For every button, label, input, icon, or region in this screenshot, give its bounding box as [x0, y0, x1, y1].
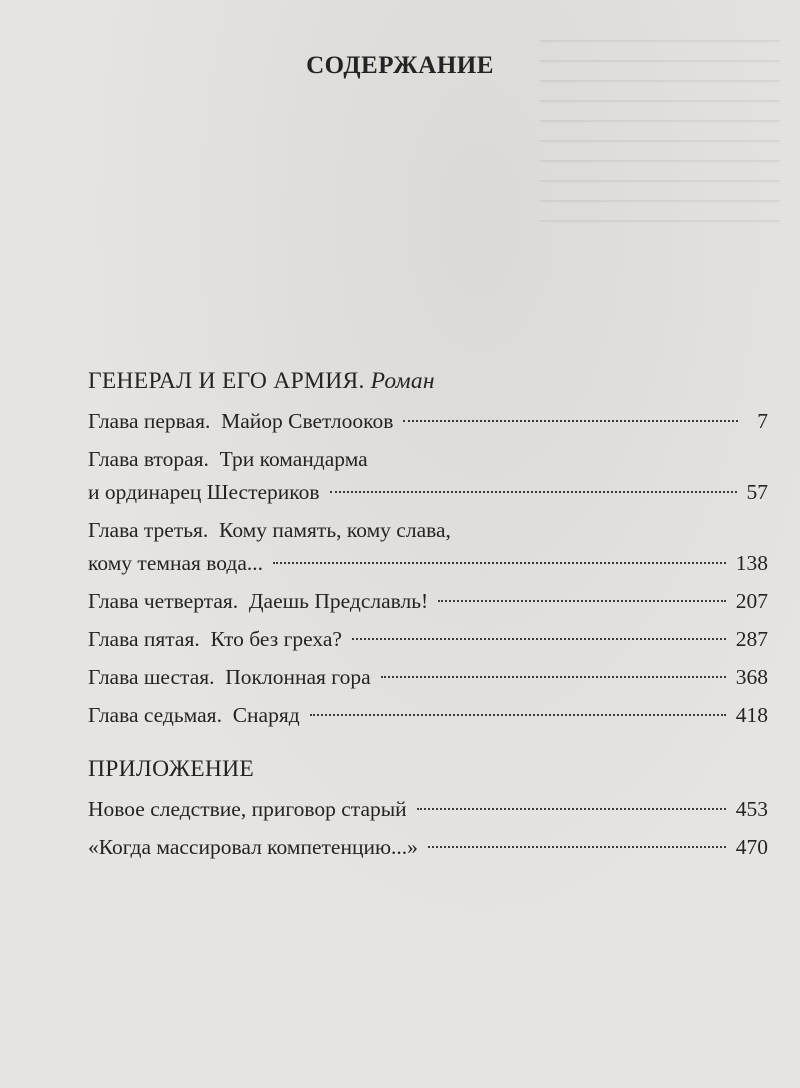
chapter-label: Глава вторая.: [88, 447, 209, 471]
chapter-title: Кому память, кому слава,: [219, 518, 451, 542]
toc-section-appendix: [88, 752, 768, 864]
chapter-title: Кто без греха?: [210, 627, 342, 651]
page-number: 57: [746, 480, 768, 504]
chapter-title: Майор Светлооков: [221, 409, 394, 433]
chapter-label: Глава шестая.: [88, 665, 215, 689]
section-heading: [88, 364, 768, 398]
page-title: СОДЕРЖАНИЕ: [306, 52, 494, 79]
chapter-title: Поклонная гора: [225, 665, 371, 689]
toc-entry[interactable]: [88, 699, 768, 732]
chapter-label: Глава третья.: [88, 518, 209, 542]
toc-entry[interactable]: [88, 443, 768, 509]
chapter-label: Глава первая.: [88, 409, 211, 433]
page-number: 287: [735, 627, 768, 651]
dot-leader: [403, 420, 738, 422]
dot-leader: [352, 638, 726, 640]
section-heading-text: ГЕНЕРАЛ И ЕГО АРМИЯ.: [88, 368, 365, 394]
toc-entry[interactable]: [88, 585, 768, 618]
page-number: 138: [735, 551, 768, 575]
page-number: 470: [735, 835, 768, 859]
section-subheading: Роман: [370, 368, 435, 394]
chapter-title: Снаряд: [232, 703, 300, 727]
toc-entry[interactable]: [88, 793, 768, 826]
page-number: 368: [735, 665, 768, 689]
toc-entry[interactable]: [88, 405, 768, 438]
chapter-title-continued: и ординарец Шестериков: [88, 480, 320, 504]
entry-title: «Когда массировал компетенцию...»: [88, 835, 418, 859]
section-heading: [88, 752, 768, 786]
dot-leader: [417, 808, 726, 810]
dot-leader: [381, 676, 726, 678]
toc-entry[interactable]: [88, 661, 768, 694]
toc-entry[interactable]: [88, 831, 768, 864]
dot-leader: [438, 600, 726, 602]
dot-leader: [273, 562, 726, 564]
toc-entry[interactable]: [88, 623, 768, 656]
dot-leader: [330, 491, 737, 493]
chapter-label: Глава четвертая.: [88, 589, 239, 613]
page-number: 207: [735, 589, 768, 613]
chapter-title: Три командарма: [219, 447, 368, 471]
dot-leader: [310, 714, 726, 716]
toc-section-novel: [88, 364, 768, 732]
toc-entry[interactable]: [88, 514, 768, 580]
page-number: 453: [735, 797, 768, 821]
page-number: 418: [735, 703, 768, 727]
section-heading-text: ПРИЛОЖЕНИЕ: [88, 756, 255, 782]
chapter-title-continued: кому темная вода...: [88, 551, 264, 575]
page-number: 7: [757, 409, 768, 433]
dot-leader: [428, 846, 726, 848]
chapter-label: Глава седьмая.: [88, 703, 222, 727]
entry-title: Новое следствие, приговор старый: [88, 797, 407, 821]
chapter-label: Глава пятая.: [88, 627, 200, 651]
chapter-title: Даешь Предславль!: [248, 589, 429, 613]
